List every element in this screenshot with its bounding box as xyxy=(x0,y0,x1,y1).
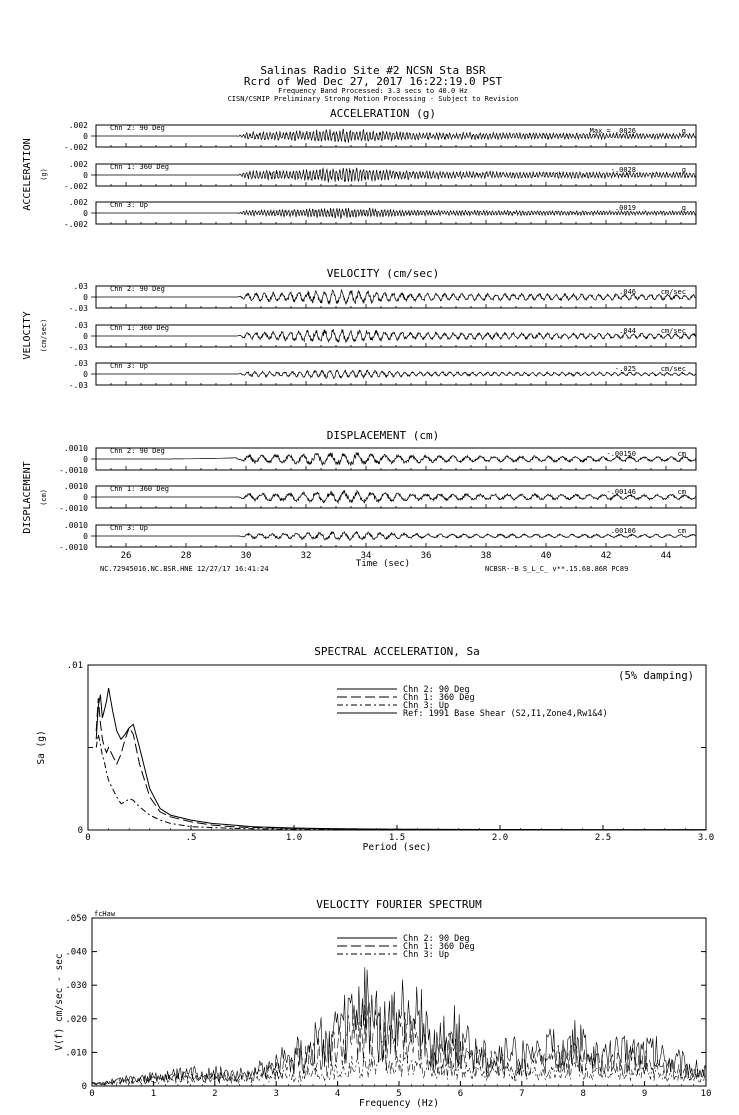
ytick-bottom: -.03 xyxy=(68,381,88,390)
channel-label: Chn 3: Up xyxy=(110,201,148,209)
y-axis-label: V(f) cm/sec - sec xyxy=(54,953,65,1051)
series-line xyxy=(92,1002,706,1085)
header-band: Frequency Band Processed: 3.3 secs to 40.0 Hz xyxy=(278,87,468,95)
ytick-label: .030 xyxy=(65,981,87,992)
header-station: Salinas Radio Site #2 NCSN Sta BSR xyxy=(260,64,486,77)
header-disclaimer: CISN/CSMIP Preliminary Strong Motion Processing - Subject to Revision xyxy=(227,95,519,103)
channel-label: Chn 1: 360 Deg xyxy=(110,163,170,171)
channel-label: Chn 2: 90 Deg xyxy=(110,447,165,455)
peak-value: .0019 xyxy=(614,204,636,212)
ytick-label: 0 xyxy=(81,1082,87,1092)
xtick-label: 36 xyxy=(420,551,432,561)
ytick-label: .040 xyxy=(65,947,87,958)
xtick-label: 44 xyxy=(660,551,672,561)
ytick-bottom: -.0010 xyxy=(59,543,88,552)
legend-label: Ref: 1991 Base Shear (S2,I1,Zone4,Rw1&4) xyxy=(403,709,608,719)
xtick-label: 26 xyxy=(120,551,132,561)
fourier-spectrum-chart xyxy=(54,898,711,1109)
chart-title: VELOCITY FOURIER SPECTRUM xyxy=(316,898,482,911)
ytick-label: .01 xyxy=(66,661,83,671)
y-axis-label: Sa (g) xyxy=(36,730,47,765)
ytick-top: .03 xyxy=(73,359,88,368)
ytick-top: .002 xyxy=(68,198,88,207)
ytick-zero: 0 xyxy=(83,493,88,502)
ytick-bottom: -.0010 xyxy=(59,504,88,513)
x-axis-label: Period (sec) xyxy=(362,842,432,853)
ytick-label: .010 xyxy=(65,1048,87,1059)
peak-unit: cm/sec xyxy=(660,288,686,296)
xtick-label: 2.0 xyxy=(491,833,509,843)
xtick-label: 1.0 xyxy=(285,833,303,843)
panel-ylabel: DISPLACEMENT xyxy=(22,461,33,534)
panel-title: DISPLACEMENT (cm) xyxy=(326,429,440,442)
ytick-zero: 0 xyxy=(83,332,88,341)
legend-label: Chn 3: Up xyxy=(403,701,450,711)
xtick-label: 30 xyxy=(240,551,252,561)
peak-unit: g xyxy=(681,204,686,212)
ytick-top: .002 xyxy=(68,160,88,169)
ytick-zero: 0 xyxy=(83,293,88,302)
displacement-panel xyxy=(22,429,696,569)
xtick-label: 40 xyxy=(540,551,552,561)
xtick-label: 2 xyxy=(212,1089,218,1099)
ytick-label: 0 xyxy=(77,826,83,836)
ytick-top: .002 xyxy=(68,121,88,130)
panel-yunit: (cm/sec) xyxy=(40,318,48,353)
ytick-top: .0010 xyxy=(63,482,88,491)
xtick-label: .5 xyxy=(185,833,197,843)
series-line xyxy=(96,688,706,830)
xtick-label: 0 xyxy=(89,1089,95,1099)
peak-value: -.00150 xyxy=(606,450,636,458)
channel-label: Chn 3: Up xyxy=(110,524,148,532)
xtick-label: 7 xyxy=(519,1089,525,1099)
channel-label: Chn 2: 90 Deg xyxy=(110,124,165,132)
ytick-top: .0010 xyxy=(63,521,88,530)
x-axis-label: Time (sec) xyxy=(355,559,411,569)
footer-right: NCBSR--B S_L_C_ v**.15.68.86R PC89 xyxy=(485,565,629,573)
xtick-label: 1.5 xyxy=(388,833,406,843)
panel-title: VELOCITY (cm/sec) xyxy=(326,267,440,280)
legend-label: Chn 2: 90 Deg xyxy=(403,685,470,695)
xtick-label: 5 xyxy=(396,1089,402,1099)
xtick-label: 10 xyxy=(700,1089,712,1099)
acceleration-panel xyxy=(22,107,696,229)
corner-label: fcHaw xyxy=(94,910,116,918)
ytick-label: .050 xyxy=(65,914,87,924)
ytick-bottom: -.03 xyxy=(68,304,88,313)
series-line xyxy=(96,734,706,830)
channel-label: Chn 3: Up xyxy=(110,362,148,370)
peak-unit: cm/sec xyxy=(660,365,686,373)
panel-ylabel: VELOCITY xyxy=(22,311,33,360)
xtick-label: 4 xyxy=(334,1089,341,1099)
peak-unit: g xyxy=(681,166,686,174)
ytick-bottom: -.0010 xyxy=(59,466,88,475)
legend-label: Chn 3: Up xyxy=(403,950,450,960)
peak-value: -.025 xyxy=(614,365,636,373)
plot-frame xyxy=(88,665,706,830)
ytick-bottom: -.002 xyxy=(63,143,88,152)
xtick-label: 1 xyxy=(150,1089,157,1099)
velocity-panel xyxy=(22,267,696,390)
panel-yunit: (g) xyxy=(40,168,48,181)
legend-label: Chn 1: 360 Deg xyxy=(403,693,475,703)
waveform xyxy=(96,532,696,541)
waveform xyxy=(96,370,696,379)
waveform xyxy=(96,208,696,218)
waveform xyxy=(96,290,696,305)
peak-value: Max = .0026 xyxy=(589,127,636,135)
ytick-top: .03 xyxy=(73,321,88,330)
series-line xyxy=(96,698,706,830)
header-record: Rcrd of Wed Dec 27, 2017 16:22:19.0 PST xyxy=(243,75,503,88)
channel-label: Chn 1: 360 Deg xyxy=(110,324,170,332)
channel-label: Chn 1: 360 Deg xyxy=(110,485,170,493)
waveform xyxy=(96,329,696,342)
legend-label: Chn 2: 90 Deg xyxy=(403,934,470,944)
xtick-label: 8 xyxy=(580,1089,586,1099)
xtick-label: 2.5 xyxy=(594,833,612,843)
ytick-zero: 0 xyxy=(83,370,88,379)
footer-left: NC.72945016.NC.BSR.HNE 12/27/17 16:41:24 xyxy=(100,565,269,573)
ytick-top: .0010 xyxy=(63,444,88,453)
plot-frame xyxy=(92,918,706,1086)
ytick-zero: 0 xyxy=(83,171,88,180)
xtick-label: 28 xyxy=(180,551,192,561)
xtick-label: 3.0 xyxy=(697,833,715,843)
ytick-top: .03 xyxy=(73,282,88,291)
xtick-label: 38 xyxy=(480,551,492,561)
peak-value: -.00146 xyxy=(606,488,636,496)
peak-unit: cm/sec xyxy=(660,327,686,335)
peak-unit: cm xyxy=(677,527,686,535)
xtick-label: 3 xyxy=(273,1089,279,1099)
ytick-zero: 0 xyxy=(83,455,88,464)
ytick-bottom: -.03 xyxy=(68,343,88,352)
damping-note: (5% damping) xyxy=(618,670,694,682)
xtick-label: 42 xyxy=(600,551,612,561)
peak-value: .00106 xyxy=(610,527,636,535)
x-axis-label: Frequency (Hz) xyxy=(358,1098,440,1109)
ytick-bottom: -.002 xyxy=(63,220,88,229)
peak-unit: g xyxy=(681,127,686,135)
xtick-label: 0 xyxy=(85,833,91,843)
waveform xyxy=(96,168,696,183)
ytick-zero: 0 xyxy=(83,132,88,141)
legend-label: Chn 1: 360 Deg xyxy=(403,942,475,952)
peak-value: -.0028 xyxy=(610,166,636,174)
ytick-bottom: -.002 xyxy=(63,182,88,191)
channel-label: Chn 2: 90 Deg xyxy=(110,285,165,293)
ytick-zero: 0 xyxy=(83,532,88,541)
chart-title: SPECTRAL ACCELERATION, Sa xyxy=(314,645,480,658)
ytick-zero: 0 xyxy=(83,209,88,218)
peak-unit: cm xyxy=(677,488,686,496)
xtick-label: 32 xyxy=(300,551,312,561)
xtick-label: 34 xyxy=(360,551,372,561)
panel-yunit: (cm) xyxy=(40,489,48,506)
peak-value: .044 xyxy=(619,327,636,335)
xtick-label: 6 xyxy=(457,1089,464,1099)
peak-unit: cm xyxy=(677,450,686,458)
xtick-label: 9 xyxy=(641,1089,648,1099)
ytick-label: .020 xyxy=(65,1014,87,1025)
panel-ylabel: ACCELERATION xyxy=(22,138,33,211)
spectral-acceleration-chart xyxy=(36,645,714,853)
peak-value: .046 xyxy=(619,288,636,296)
panel-title: ACCELERATION (g) xyxy=(330,107,436,120)
